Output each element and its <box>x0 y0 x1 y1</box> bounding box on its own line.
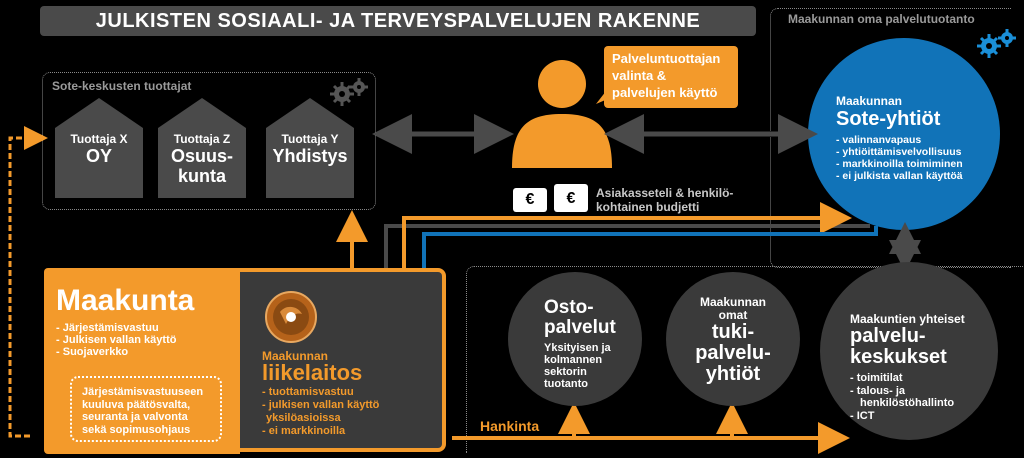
centers-item: - talous- ja <box>850 385 990 398</box>
region-item: - Järjestämisvastuu <box>56 322 176 334</box>
sote-centers-label: Sote-keskusten tuottajat <box>52 79 192 93</box>
sote-company-item: - ei julkista vallan käyttöä <box>836 170 996 182</box>
centers-item: - toimitilat <box>850 372 990 385</box>
support-pre-2: omat <box>718 308 748 322</box>
voucher-line-1: Asiakasseteli & henkilö- <box>596 186 734 200</box>
centers-item: - ICT <box>850 410 990 423</box>
bubble-line-3: palvelujen käyttö <box>612 85 718 100</box>
enterprise-item: - julkisen vallan käyttö <box>262 399 379 412</box>
purchases-sub-4: tuotanto <box>544 378 588 390</box>
sote-company-pre: Maakunnan <box>836 94 903 108</box>
bubble-line-1: Palveluntuottajan <box>612 51 721 66</box>
decision-line-4: sekä sopimusohjaus <box>82 423 191 436</box>
centers-big-1: palvelu- <box>850 325 926 347</box>
decision-line-1: Järjestämisvastuuseen <box>82 386 204 398</box>
purchases-line2: palvelut <box>544 317 616 338</box>
producer-z-form-1: Osuus- <box>170 146 233 166</box>
sote-company-item: - yhtiöittämisvelvollisuus <box>836 146 996 158</box>
support-text <box>666 296 800 385</box>
decision-line-3: seuranta ja valvonta <box>82 411 188 423</box>
region-item: - Suojaverkko <box>56 346 176 358</box>
producer-y-form: Yhdistys <box>272 146 348 166</box>
region-item: - Julkisen vallan käyttö <box>56 334 176 346</box>
enterprise-item: - ei markkinoilla <box>262 425 379 438</box>
enterprise-item-cont: yksilöasioissa <box>266 412 341 424</box>
producer-x-type: Tuottaja X <box>70 132 128 146</box>
enterprise-pre: Maakunnan <box>262 349 329 363</box>
coin-icon <box>264 290 318 344</box>
centers-item <box>850 397 990 410</box>
decision-line-2: kuuluva päätösvalta, <box>82 398 191 411</box>
enterprise-title: liikelaitos <box>262 360 363 385</box>
sote-company-item: - markkinoilla toimiminen <box>836 158 996 170</box>
purchases-sub-2: kolmannen <box>544 354 603 366</box>
page-title: JULKISTEN SOSIAALI- JA TERVEYSPALVELUJEN RAKENNE <box>40 6 756 36</box>
region-decision-box <box>70 376 222 442</box>
purchases-sub-3: sektorin <box>544 366 587 378</box>
producer-z-type: Tuottaja Z <box>173 132 231 146</box>
purchases-sub-1: Yksityisen ja <box>544 342 611 354</box>
producer-x-form: OY <box>85 146 112 166</box>
producer-z-form-2: kunta <box>177 166 226 186</box>
arrow-region-producers <box>10 138 36 436</box>
voucher-line-2: kohtainen budjetti <box>596 200 700 214</box>
euro-sign-2: € <box>566 190 576 207</box>
centers-text <box>850 312 990 422</box>
centers-pre: Maakuntien yhteiset <box>850 312 965 326</box>
bubble-line-2: valinta & <box>612 68 667 83</box>
support-big-3: yhtiöt <box>705 363 761 385</box>
centers-item-cont: henkilöstöhallinto <box>860 397 955 409</box>
arrow-company-enterprise-blue <box>424 226 876 294</box>
own-production-label: Maakunnan oma palvelutuotanto <box>788 12 975 26</box>
centers-big-2: keskukset <box>850 346 947 368</box>
purchases-line1: Osto- <box>544 297 594 318</box>
region-title: Maakunta <box>56 284 195 317</box>
sote-company-title: Sote-yhtiöt <box>836 108 941 130</box>
enterprise-item: - tuottamisvastuu <box>262 386 379 399</box>
support-big-2: palvelu- <box>695 342 771 364</box>
arrow-company-enterprise <box>386 226 870 294</box>
producer-y-type: Tuottaja Y <box>281 132 339 146</box>
euro-sign-1: € <box>525 191 535 208</box>
support-pre-1: Maakunnan <box>699 295 766 309</box>
sote-company-item: - valinnanvapaus <box>836 134 996 146</box>
support-big-1: tuki- <box>711 321 755 343</box>
procurement-label: Hankinta <box>480 418 540 434</box>
enterprise-item <box>262 412 379 425</box>
purchases-text <box>508 298 642 390</box>
